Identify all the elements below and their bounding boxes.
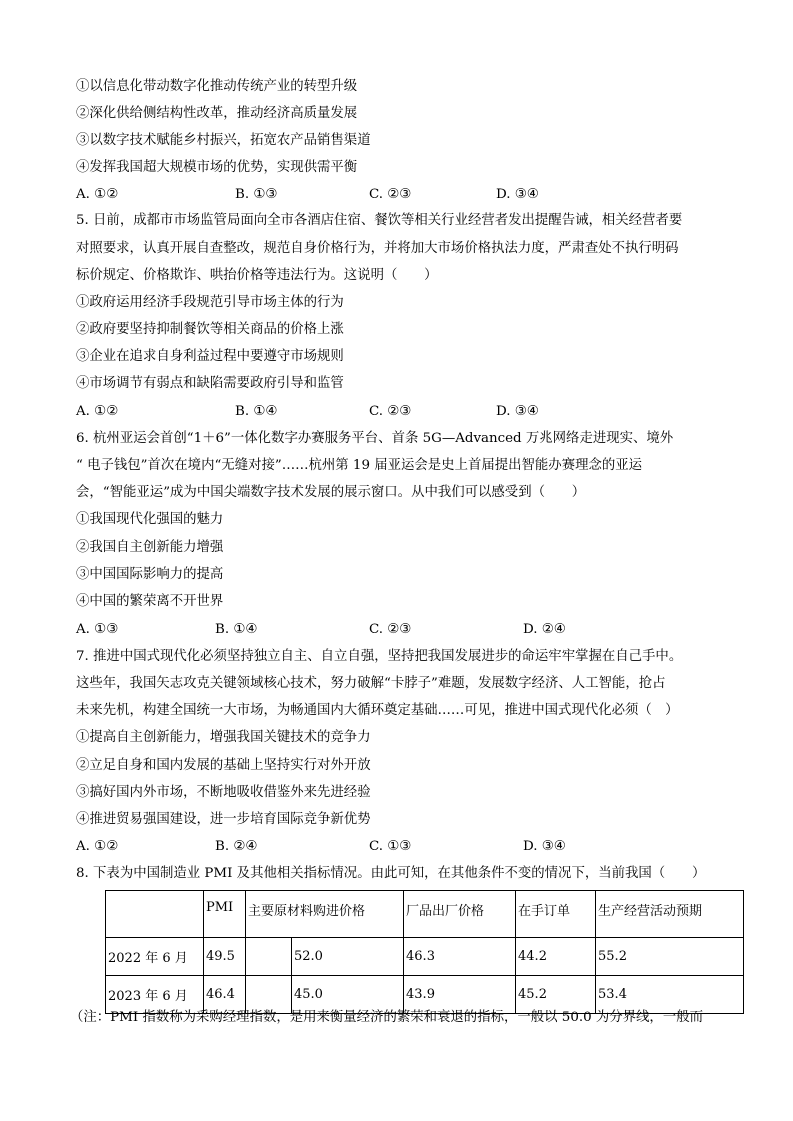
- table-cell: 43.9: [404, 976, 516, 1014]
- q7-stem-line-3: 未来先机，构建全国统一大市场，为畅通国内大循环奠定基础……可见，推进中国式现代化必须（ ）: [76, 703, 679, 718]
- q7-item-4: ④推进贸易强国建设，进一步培育国际竞争新优势: [76, 812, 371, 827]
- q7-item-2: ②立足自身和国内发展的基础上坚持实行对外开放: [76, 758, 371, 773]
- table-cell: 53.4: [596, 976, 744, 1014]
- table-cell: 2023 年 6 月: [106, 976, 204, 1014]
- table-header-cell: 在手订单: [516, 891, 596, 938]
- table-header-cell: [106, 891, 204, 938]
- table-header-cell: [404, 891, 516, 938]
- q6-stem-line-2: “ 电子钱包”首次在境内“无缝对接”……杭州第 19 届亚运会是史上首届提出智能办赛理念的亚运: [76, 458, 643, 473]
- q5-options: [76, 402, 716, 422]
- table-header-text: 出厂价格: [432, 904, 485, 919]
- table-cell: 44.2: [516, 938, 596, 976]
- q6-stem-line-3: 会，“智能亚运”成为中国尖端数字技术发展的展示窗口。从中我们可以感受到（ ）: [76, 485, 586, 500]
- q7-item-1: ①提高自主创新能力，增强我国关键技术的竞争力: [76, 730, 371, 745]
- q5-item-2: ②政府要坚持抑制餐饮等相关商品的价格上涨: [76, 322, 344, 337]
- q6-item-3: ③中国国际影响力的提高: [76, 567, 224, 582]
- q5-option-d: D. ③④: [496, 404, 539, 419]
- table-note: （注：PMI 指数称为采购经理指数，是用来衡量经济的繁荣和衰退的指标，一般以 50.0 为分界线，一般而: [70, 1010, 703, 1025]
- q5-option-b: B. ①④: [235, 404, 278, 419]
- table-cell: 2022 年 6 月: [106, 938, 204, 976]
- table-cell: 55.2: [596, 938, 744, 976]
- q6-option-c: C. ②③: [369, 622, 412, 637]
- table-cell: 49.5: [204, 938, 246, 976]
- q5-stem-line-3: 标价规定、价格欺诈、哄抬价格等违法行为。这说明（ ）: [76, 268, 438, 283]
- q4-item-4: ④发挥我国超大规模市场的优势，实现供需平衡: [76, 160, 358, 175]
- q4-item-3: ③以数字技术赋能乡村振兴，拓宽农产品销售渠道: [76, 133, 371, 148]
- table-cell: 46.4: [204, 976, 246, 1014]
- table-header-cell: 生产经营活动预期: [596, 891, 744, 938]
- q7-options: [76, 837, 716, 857]
- q5-option-a: A. ①②: [76, 404, 119, 419]
- table-header-prefix: 厂品: [406, 904, 433, 919]
- q4-item-1: ①以信息化带动数字化推动传统产业的转型升级: [76, 79, 358, 94]
- table-cell: 46.3: [404, 938, 516, 976]
- table-cell: 45.2: [516, 976, 596, 1014]
- table-header-cell: PMI: [204, 891, 246, 938]
- q4-option-d: D. ③④: [496, 187, 539, 202]
- q4-option-a: A. ①②: [76, 187, 119, 202]
- table-cell: [246, 938, 292, 976]
- table-row: [106, 938, 744, 976]
- q6-option-a: A. ①③: [76, 622, 119, 637]
- table-header-cell: 主要原材料购进价格: [246, 891, 404, 938]
- q4-item-2: ②深化供给侧结构性改革，推动经济高质量发展: [76, 106, 358, 121]
- q5-option-c: C. ②③: [369, 404, 412, 419]
- q8-stem: 8. 下表为中国制造业 PMI 及其他相关指标情况。由此可知，在其他条件不变的情况下，当前我国（ ）: [76, 866, 706, 881]
- q5-item-4: ④市场调节有弱点和缺陷需要政府引导和监管: [76, 376, 344, 391]
- q6-stem-line-1: 6. 杭州亚运会首创“1＋6”一体化数字办赛服务平台、首条 5G—Advanced 万兆网络走进现实、境外: [76, 431, 674, 446]
- table-cell: 52.0: [292, 938, 404, 976]
- q4-option-b: B. ①③: [235, 187, 278, 202]
- q7-stem-line-2: 这些年，我国矢志攻克关键领域核心技术，努力破解“卡脖子”难题，发展数字经济、人工智能，抢占: [76, 676, 666, 691]
- q6-option-b: B. ①④: [215, 622, 258, 637]
- q5-item-1: ①政府运用经济手段规范引导市场主体的行为: [76, 295, 344, 310]
- q5-item-3: ③企业在追求自身利益过程中要遵守市场规则: [76, 349, 344, 364]
- q4-options: [76, 185, 716, 205]
- q7-option-d: D. ③④: [523, 839, 566, 854]
- q7-stem-line-1: 7. 推进中国式现代化必须坚持独立自主、自立自强，坚持把我国发展进步的命运牢牢掌握在自己手中。: [76, 649, 683, 664]
- pmi-table: [105, 890, 744, 1014]
- q6-item-1: ①我国现代化强国的魅力: [76, 512, 224, 527]
- q7-option-c: C. ①③: [369, 839, 412, 854]
- table-cell: 45.0: [292, 976, 404, 1014]
- q7-option-b: B. ②④: [215, 839, 258, 854]
- table-header-row: [106, 891, 744, 938]
- q5-stem-line-2: 对照要求，认真开展自查整改，规范自身价格行为，并将加大市场价格执法力度，严肃查处不执行明码: [76, 241, 679, 256]
- q7-item-3: ③搞好国内外市场，不断地吸收借鉴外来先进经验: [76, 785, 371, 800]
- q6-options: [76, 620, 716, 640]
- q6-item-2: ②我国自主创新能力增强: [76, 540, 224, 555]
- q5-stem-line-1: 5. 日前，成都市市场监管局面向全市各酒店住宿、餐饮等相关行业经营者发出提醒告诫，相关经营者要: [76, 213, 683, 228]
- q6-option-d: D. ②④: [523, 622, 566, 637]
- q7-option-a: A. ①②: [76, 839, 119, 854]
- q4-option-c: C. ②③: [369, 187, 412, 202]
- q6-item-4: ④中国的繁荣离不开世界: [76, 594, 224, 609]
